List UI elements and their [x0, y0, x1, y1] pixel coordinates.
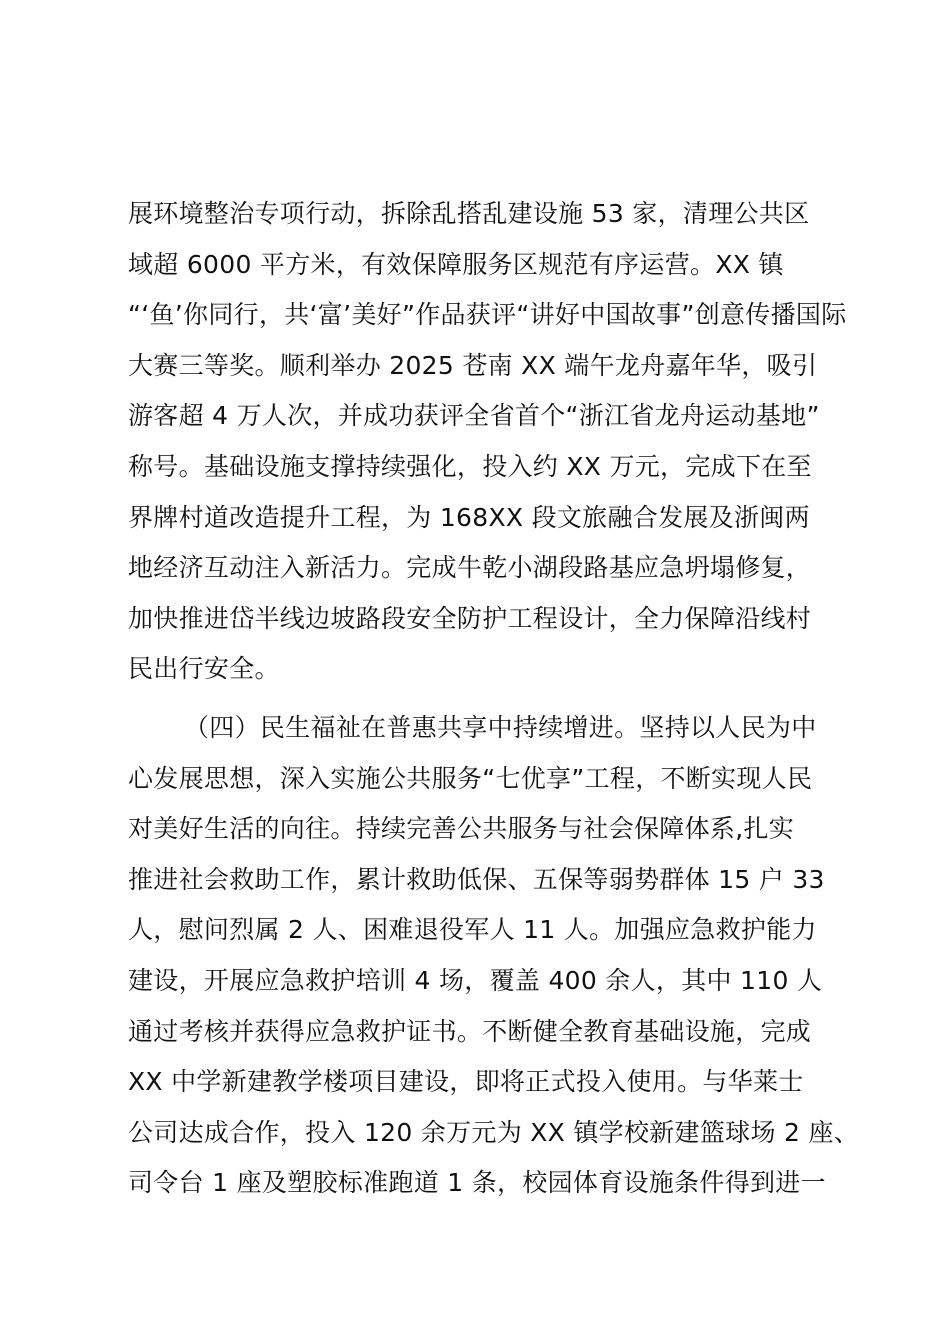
text-line: 推进社会救助工作，累计救助低保、五保等弱势群体 15 户 33	[128, 864, 825, 894]
text-line: 公司达成合作，投入 120 余万元为 XX 镇学校新建篮球场 2 座、	[128, 1117, 860, 1147]
text-line: 建设，开展应急救护培训 4 场，覆盖 400 余人，其中 110 人	[128, 965, 823, 995]
text-line: 大赛三等奖。顺利举办 2025 苍南 XX 端午龙舟嘉年华，吸引	[128, 350, 818, 380]
text-line: 游客超 4 万人次，并成功获评全省首个“浙江省龙舟运动基地”	[128, 401, 820, 431]
text-line: 司令台 1 座及塑胶标准跑道 1 条，校园体育设施条件得到进一	[128, 1168, 826, 1198]
text-line: XX 中学新建教学楼项目建设，即将正式投入使用。与华莱士	[128, 1067, 804, 1097]
text-line: 展环境整治专项行动，拆除乱搭乱建设施 53 家，清理公共区	[128, 199, 810, 228]
text-line: 加快推进岱半线边坡路段安全防护工程设计，全力保障沿线村	[128, 603, 812, 633]
section-heading-line: （四）民生福祉在普惠共享中持续增进。坚持以人民为中	[184, 712, 817, 742]
text-line: 通过考核并获得应急救护证书。不断健全教育基础设施，完成	[128, 1016, 812, 1046]
body-text	[128, 196, 860, 1216]
text-line: 界牌村道改造提升工程，为 168XX 段文旅融合发展及浙闽两	[128, 502, 810, 532]
text-line: “‘鱼’你同行，共‘富’美好”作品获评“讲好中国故事”创意传播国际	[128, 300, 847, 330]
text-line: 心发展思想，深入实施公共服务“七优享”工程，不断实现人民	[128, 763, 813, 793]
text-line: 域超 6000 平方米，有效保障服务区规范有序运营。XX 镇	[128, 249, 784, 279]
text-line: 地经济互动注入新活力。完成牛乾小湖段路基应急坍塌修复，	[128, 553, 812, 583]
text-line: 称号。基础设施支撑持续强化，投入约 XX 万元，完成下在至	[128, 451, 812, 481]
text-line: 民出行安全。	[128, 654, 280, 684]
text-line: 人，慰问烈属 2 人、困难退役军人 11 人。加强应急救护能力	[128, 915, 817, 945]
text-line: 对美好生活的向往。持续完善公共服务与社会保障体系,扎实	[128, 814, 795, 844]
